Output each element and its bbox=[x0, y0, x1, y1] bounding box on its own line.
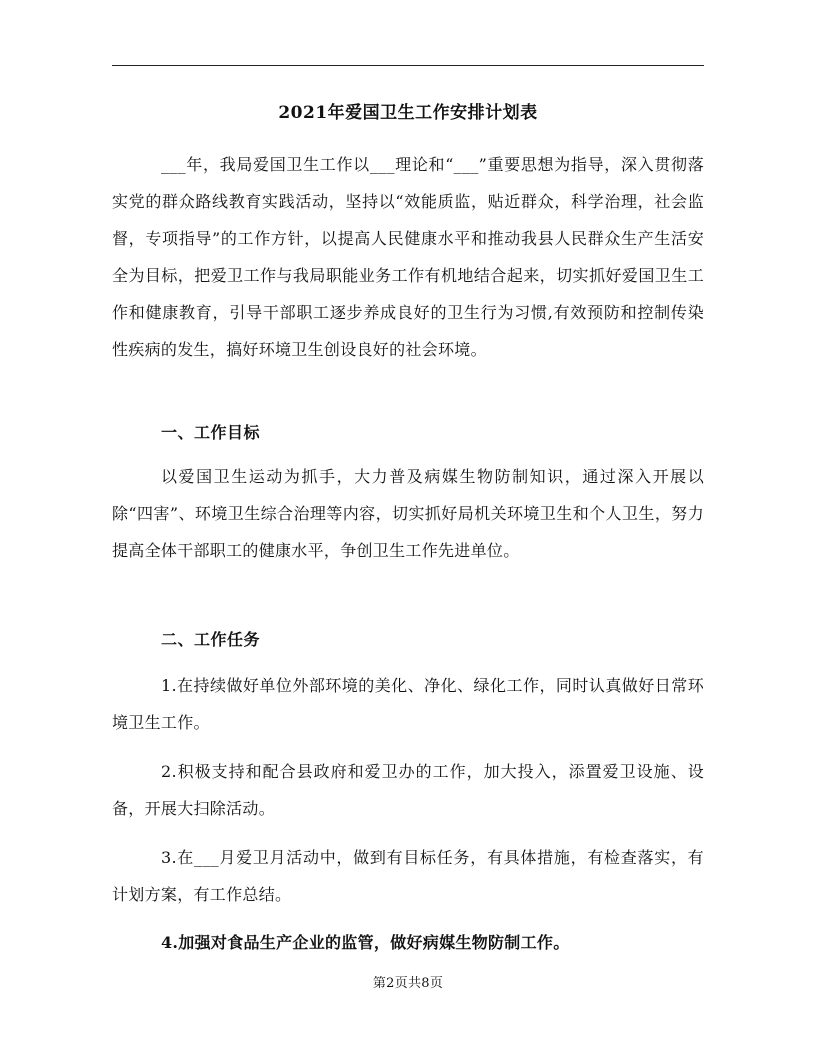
task-item-4: 4.加强对食品生产企业的监管，做好病媒生物防制工作。 bbox=[161, 933, 570, 952]
header-rule bbox=[112, 65, 704, 66]
task-item-2: 2.积极支持和配合县政府和爱卫办的工作，加大投入，添置爱卫设施、设备，开展大扫除活动。 bbox=[112, 762, 704, 818]
section-heading-goals: 一、工作目标 bbox=[161, 423, 261, 442]
document-title: 2021年爱国卫生工作安排计划表 bbox=[278, 103, 538, 123]
task-item-1: 1.在持续做好单位外部环境的美化、净化、绿化工作，同时认真做好日常环境卫生工作。 bbox=[112, 676, 704, 732]
section-heading-tasks: 二、工作任务 bbox=[161, 630, 261, 649]
intro-paragraph: ___年，我局爱国卫生工作以___理论和“___”重要思想为指导，深入贯彻落实党的群众路线教育实践活动，坚持以“效能质监，贴近群众，科学治理，社会监督，专项指导”的工作方针，以提高人民健康水平和推动我县人民群众生产生活安全为目标，把爱卫工作与我局职能业务工作有机地结合起来，切实抓好爱国卫生工作和健康教育，引导干部职工逐步养成良好的卫生行为习惯,有效预防和控制传染性疾病的发生，搞好环境卫生创设良好的社会环境。 bbox=[112, 155, 704, 359]
goals-paragraph: 以爱国卫生运动为抓手，大力普及病媒生物防制知识，通过深入开展以除“四害”、环境卫生综合治理等内容，切实抓好局机关环境卫生和个人卫生，努力提高全体干部职工的健康水平，争创卫生工作先进单位。 bbox=[112, 467, 704, 560]
page-number: 第2页共8页 bbox=[372, 976, 444, 991]
task-item-3: 3.在___月爱卫月活动中，做到有目标任务，有具体措施，有检查落实，有计划方案，有工作总结。 bbox=[112, 848, 704, 904]
